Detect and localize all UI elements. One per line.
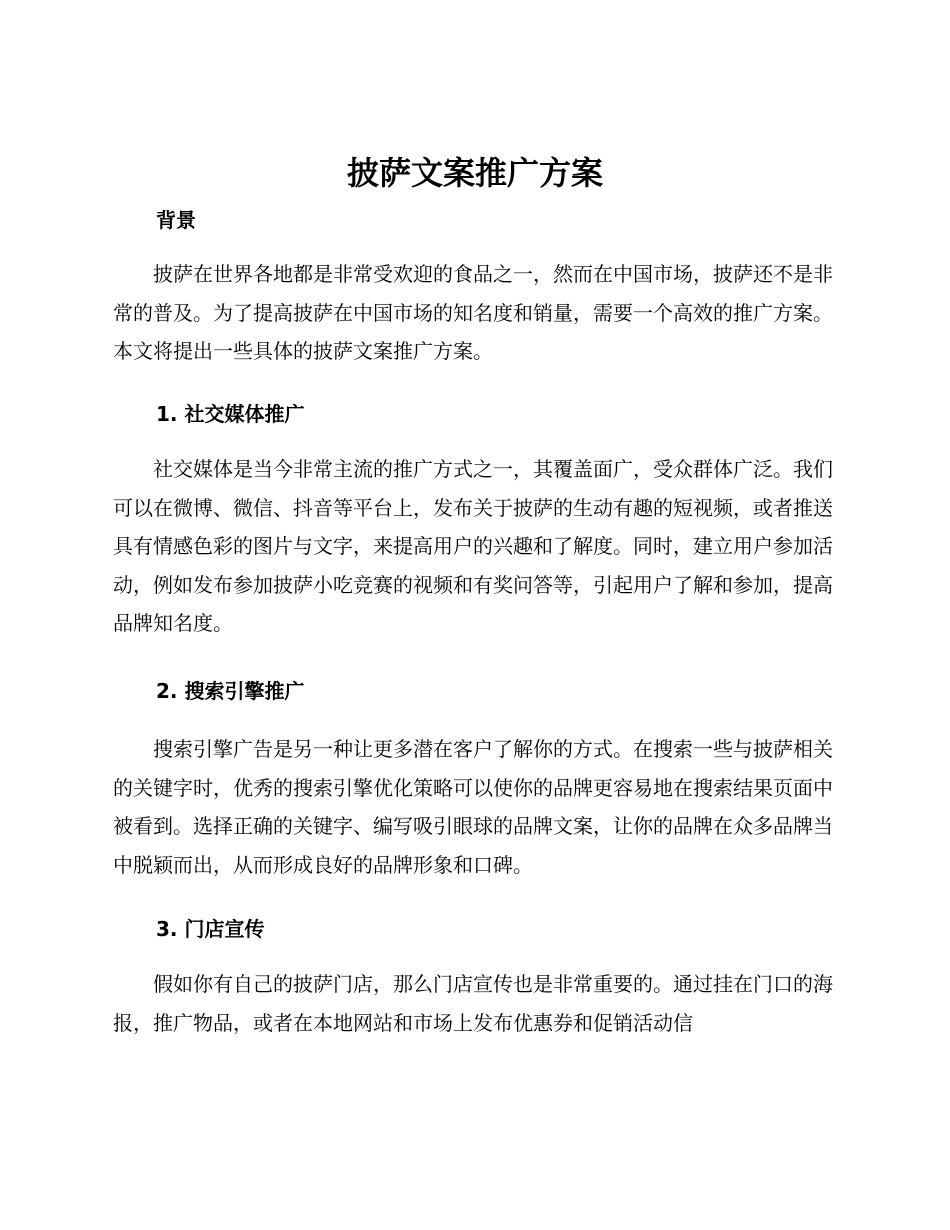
document-title: 披萨文案推广方案 [346,154,603,192]
section-body-store-promotion: 假如你有自己的披萨门店，那么门店宣传也是非常重要的。通过挂在门口的海报，推广物品，或者在本地网站和市场上发布优惠券和促销活动信 [113,972,833,1035]
section-heading-background: 背景 [156,208,196,232]
section-heading-store-promotion: 3. 门店宣传 [156,917,265,941]
section-heading-search-engine: 2. 搜索引擎推广 [156,679,305,703]
section-body-search-engine: 搜索引擎广告是另一种让更多潜在客户了解你的方式。在搜索一些与披萨相关的关键字时，优秀的搜索引擎优化策略可以使你的品牌更容易地在搜索结果页面中被看到。选择正确的关键字、编写吸引眼球的品牌文案，让你的品牌在众多品牌当中脱颖而出，从而形成良好的品牌形象和口碑。 [113,737,833,877]
section-body-background: 披萨在世界各地都是非常受欢迎的食品之一，然而在中国市场，披萨还不是非常的普及。为了提高披萨在中国市场的知名度和销量，需要一个高效的推广方案。本文将提出一些具体的披萨文案推广方案。 [113,262,833,363]
section-body-social-media: 社交媒体是当今非常主流的推广方式之一，其覆盖面广，受众群体广泛。我们可以在微博、微信、抖音等平台上，发布关于披萨的生动有趣的短视频，或者推送具有情感色彩的图片与文字，来提高用户的兴趣和了解度。同时，建立用户参加活动，例如发布参加披萨小吃竞赛的视频和有奖问答等，引起用户了解和参加，提高品牌知名度。 [113,457,833,635]
section-heading-social-media: 1. 社交媒体推广 [156,402,305,426]
